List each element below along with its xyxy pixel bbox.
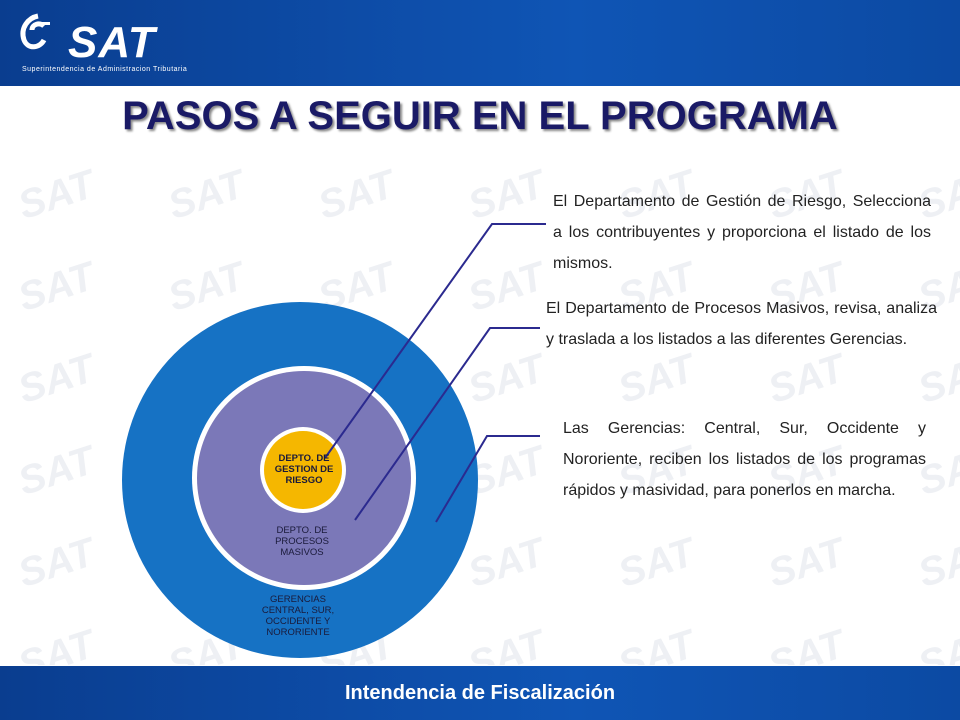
footer-text: Intendencia de Fiscalización — [344, 682, 616, 704]
middle-circle-label: DEPTO. DE PROCESOS MASIVOS — [275, 525, 329, 558]
inner-circle-label: DEPTO. DE GESTION DE RIESGO — [274, 453, 334, 486]
description-procesos-masivos: El Departamento de Procesos Masivos, revisa, analiza y traslada a los listados a las diferentes Gerencias. — [546, 300, 937, 348]
footer-bar — [0, 666, 960, 720]
description-gestion-riesgo: El Departamento de Gestión de Riesgo, Selecciona a los contribuyentes y proporciona el listado de los mismos. — [553, 193, 931, 272]
logo-subtitle: Superintendencia de Administracion Tributaria — [22, 66, 188, 73]
outer-circle-label: GERENCIAS CENTRAL, SUR, OCCIDENTE Y NORORIENTE — [261, 594, 335, 638]
page-title: PASOS A SEGUIR EN EL PROGRAMA — [122, 94, 838, 138]
description-gerencias: Las Gerencias: Central, Sur, Occidente y Nororiente, reciben los listados de los programas rápidos y masividad, para ponerlos en marcha. — [563, 420, 926, 499]
logo-text: SAT — [68, 18, 156, 67]
